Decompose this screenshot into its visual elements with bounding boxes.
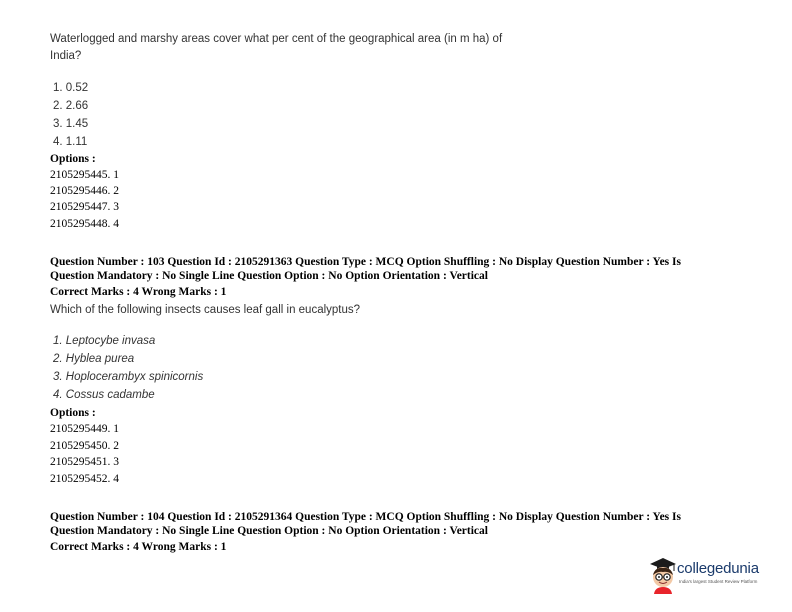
q103-option-1: 2105295449. 1 — [50, 423, 119, 435]
q103-stem: Which of the following insects causes leaf gall in eucalyptus? — [50, 304, 361, 316]
q104-meta-line2: Question Mandatory : No Single Line Question Option : No Option Orientation : Vertical — [50, 525, 488, 537]
q103-meta-line1: Question Number : 103 Question Id : 2105291363 Question Type : MCQ Option Shuffling : No Display Question Number : Yes Is — [50, 256, 681, 268]
q103-marks: Correct Marks : 4 Wrong Marks : 1 — [50, 286, 227, 298]
q102-stem-line1: Waterlogged and marshy areas cover what per cent of the geographical area (in m ha) of — [50, 33, 503, 45]
q103-choice-3: 3. Hoplocerambyx spinicornis — [53, 371, 204, 383]
q102-stem-line2: India? — [50, 50, 82, 62]
mascot-icon — [646, 554, 680, 594]
q102-option-3: 2105295447. 3 — [50, 201, 119, 213]
collegedunia-wordmark: collegedunia — [677, 560, 759, 577]
q104-marks: Correct Marks : 4 Wrong Marks : 1 — [50, 541, 227, 553]
q102-options-heading: Options : — [50, 153, 96, 165]
q103-option-3: 2105295451. 3 — [50, 456, 119, 468]
q102-option-2: 2105295446. 2 — [50, 185, 119, 197]
q102-choice-1: 1. 0.52 — [53, 82, 89, 94]
q104-meta-line1: Question Number : 104 Question Id : 2105291364 Question Type : MCQ Option Shuffling : No Display Question Number : Yes Is — [50, 511, 681, 523]
q103-choice-1: 1. Leptocybe invasa — [53, 335, 156, 347]
q102-choice-4: 4. 1.11 — [53, 136, 88, 148]
q102-option-4: 2105295448. 4 — [50, 218, 119, 230]
q103-choice-2: 2. Hyblea purea — [53, 353, 135, 365]
q103-choice-4: 4. Cossus cadambe — [53, 389, 155, 401]
q103-options-heading: Options : — [50, 407, 96, 419]
collegedunia-tagline: India's largest Student Review Platform — [679, 579, 758, 584]
q103-option-2: 2105295450. 2 — [50, 440, 119, 452]
q102-choice-3: 3. 1.45 — [53, 118, 89, 130]
q103-meta-line2: Question Mandatory : No Single Line Question Option : No Option Orientation : Vertical — [50, 270, 488, 282]
q102-option-1: 2105295445. 1 — [50, 169, 119, 181]
q102-choice-2: 2. 2.66 — [53, 100, 89, 112]
collegedunia-logo — [646, 552, 792, 600]
q103-option-4: 2105295452. 4 — [50, 473, 119, 485]
